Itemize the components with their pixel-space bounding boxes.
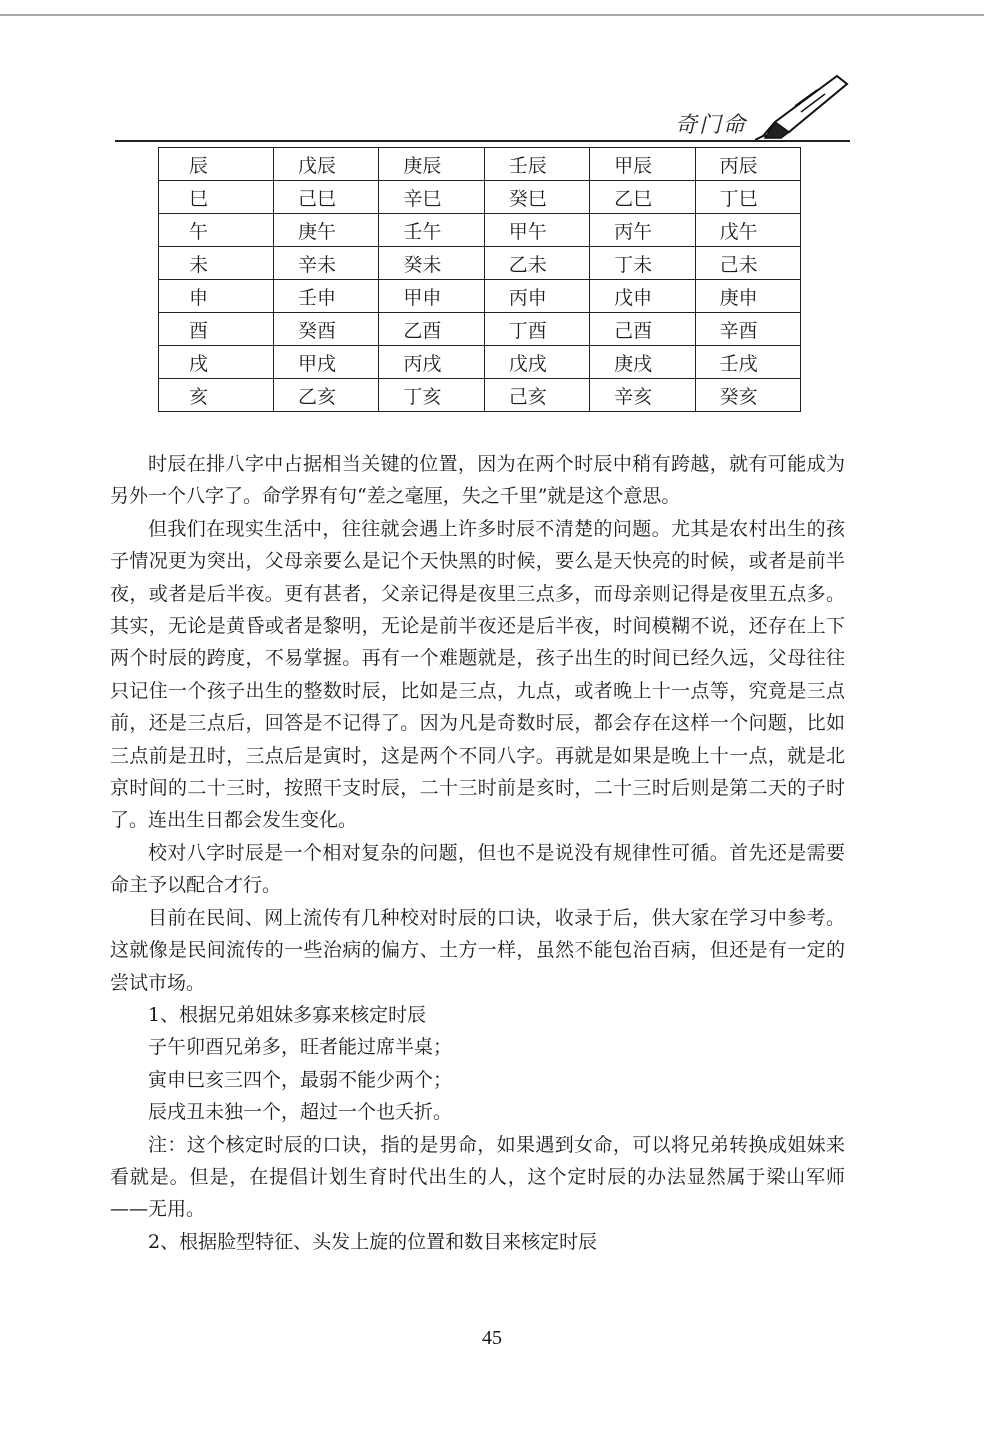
table-cell: 乙亥 (274, 379, 379, 412)
table-cell: 戊戌 (484, 346, 589, 379)
branch-cell: 申 (159, 280, 274, 313)
table-row (159, 346, 801, 379)
table-cell: 丁亥 (379, 379, 484, 412)
table-cell: 壬辰 (484, 148, 589, 181)
table-cell: 甲辰 (590, 148, 695, 181)
header-rule (115, 140, 850, 142)
table-cell: 丙申 (484, 280, 589, 313)
table-cell: 丁未 (590, 247, 695, 280)
table-row (159, 313, 801, 346)
table-cell: 丙辰 (695, 148, 800, 181)
verse-line: 寅申巳亥三四个，最弱不能少两个； (148, 1068, 453, 1091)
table-cell: 壬戌 (695, 346, 800, 379)
table-cell: 辛亥 (590, 379, 695, 412)
table-row (159, 247, 801, 280)
paragraph: 时辰在排八字中占据相当关键的位置，因为在两个时辰中稍有跨越，就有可能成为另外一个八字了。命学界有句“差之毫厘，失之千里”就是这个意思。 (110, 453, 845, 508)
table-cell: 癸未 (379, 247, 484, 280)
scan-top-edge (0, 14, 984, 16)
table-cell: 癸酉 (274, 313, 379, 346)
page-number: 45 (482, 1327, 502, 1349)
table-cell: 己未 (695, 247, 800, 280)
note: 注：这个核定时辰的口诀，指的是男命，如果遇到女命，可以将兄弟转换成姐妹来看就是。但是，在提倡计划生育时代出生的人，这个定时辰的办法显然属于梁山军师——无用。 (110, 1133, 845, 1221)
paragraph: 目前在民间、网上流传有几种校对时辰的口诀，收录于后，供大家在学习中参考。这就像是民间流传的一些治病的偏方、土方一样，虽然不能包治百病，但还是有一定的尝试市场。 (110, 906, 845, 994)
page-header (115, 70, 855, 146)
body-text (110, 448, 845, 1258)
verse-line: 子午卯酉兄弟多，旺者能过席半桌； (148, 1036, 453, 1059)
table-cell: 辛巳 (379, 181, 484, 214)
table-cell: 戊申 (590, 280, 695, 313)
table-cell: 癸亥 (695, 379, 800, 412)
branch-cell: 未 (159, 247, 274, 280)
table-cell: 甲午 (484, 214, 589, 247)
branch-cell: 亥 (159, 379, 274, 412)
table-cell: 己酉 (590, 313, 695, 346)
branch-cell: 戌 (159, 346, 274, 379)
table-cell: 己巳 (274, 181, 379, 214)
table-cell: 甲戌 (274, 346, 379, 379)
fountain-pen-icon (755, 70, 855, 140)
table-cell: 乙巳 (590, 181, 695, 214)
list-item-heading: 2、根据脸型特征、头发上旋的位置和数目来核定时辰 (148, 1230, 598, 1253)
table-cell: 乙未 (484, 247, 589, 280)
branch-cell: 午 (159, 214, 274, 247)
table-cell: 庚申 (695, 280, 800, 313)
table-cell: 丁酉 (484, 313, 589, 346)
table-row (159, 181, 801, 214)
branch-cell: 辰 (159, 148, 274, 181)
table-cell: 壬申 (274, 280, 379, 313)
table-cell: 癸巳 (484, 181, 589, 214)
table-cell: 丁巳 (695, 181, 800, 214)
table-cell: 辛未 (274, 247, 379, 280)
table-row (159, 214, 801, 247)
header-title: 奇门命 (674, 113, 747, 138)
table-row (159, 379, 801, 412)
table-cell: 己亥 (484, 379, 589, 412)
stem-branch-table (158, 147, 801, 412)
list-item-heading: 1、根据兄弟姐妹多寡来核定时辰 (148, 1003, 427, 1026)
table-cell: 乙酉 (379, 313, 484, 346)
table-row (159, 148, 801, 181)
table-cell: 庚辰 (379, 148, 484, 181)
table-cell: 壬午 (379, 214, 484, 247)
table-cell: 戊午 (695, 214, 800, 247)
table-cell: 庚戌 (590, 346, 695, 379)
paragraph: 但我们在现实生活中，往往就会遇上许多时辰不清楚的问题。尤其是农村出生的孩子情况更为突出，父母亲要么是记个天快黑的时候，要么是天快亮的时候，或者是前半夜，或者是后半夜。更有甚者，父亲记得是夜里三点多，而母亲则记得是夜里五点多。其实，无论是黄昏或者是黎明，无论是前半夜还是后半夜，时间模糊不说，还存在上下两个时辰的跨度，不易掌握。再有一个难题就是，孩子出生的时间已经久远，父母往往只记住一个孩子出生的整数时辰，比如是三点，九点，或者晚上十一点等，究竟是三点前，还是三点后，回答是不记得了。因为凡是奇数时辰，都会存在这样一个问题，比如三点前是丑时，三点后是寅时，这是两个不同八字。再就是如果是晚上十一点，就是北京时间的二十三时，按照干支时辰，二十三时前是亥时，二十三时后则是第二天的子时了。连出生日都会发生变化。 (110, 517, 845, 832)
table-cell: 甲申 (379, 280, 484, 313)
table-cell: 丙戌 (379, 346, 484, 379)
table-cell: 丙午 (590, 214, 695, 247)
table-cell: 辛酉 (695, 313, 800, 346)
paragraph: 校对八字时辰是一个相对复杂的问题，但也不是说没有规律性可循。首先还是需要命主予以配合才行。 (110, 841, 845, 897)
table-cell: 戊辰 (274, 148, 379, 181)
table-row (159, 280, 801, 313)
branch-cell: 酉 (159, 313, 274, 346)
branch-cell: 巳 (159, 181, 274, 214)
table-cell: 庚午 (274, 214, 379, 247)
verse-line: 辰戌丑未独一个，超过一个也夭折。 (148, 1101, 453, 1124)
